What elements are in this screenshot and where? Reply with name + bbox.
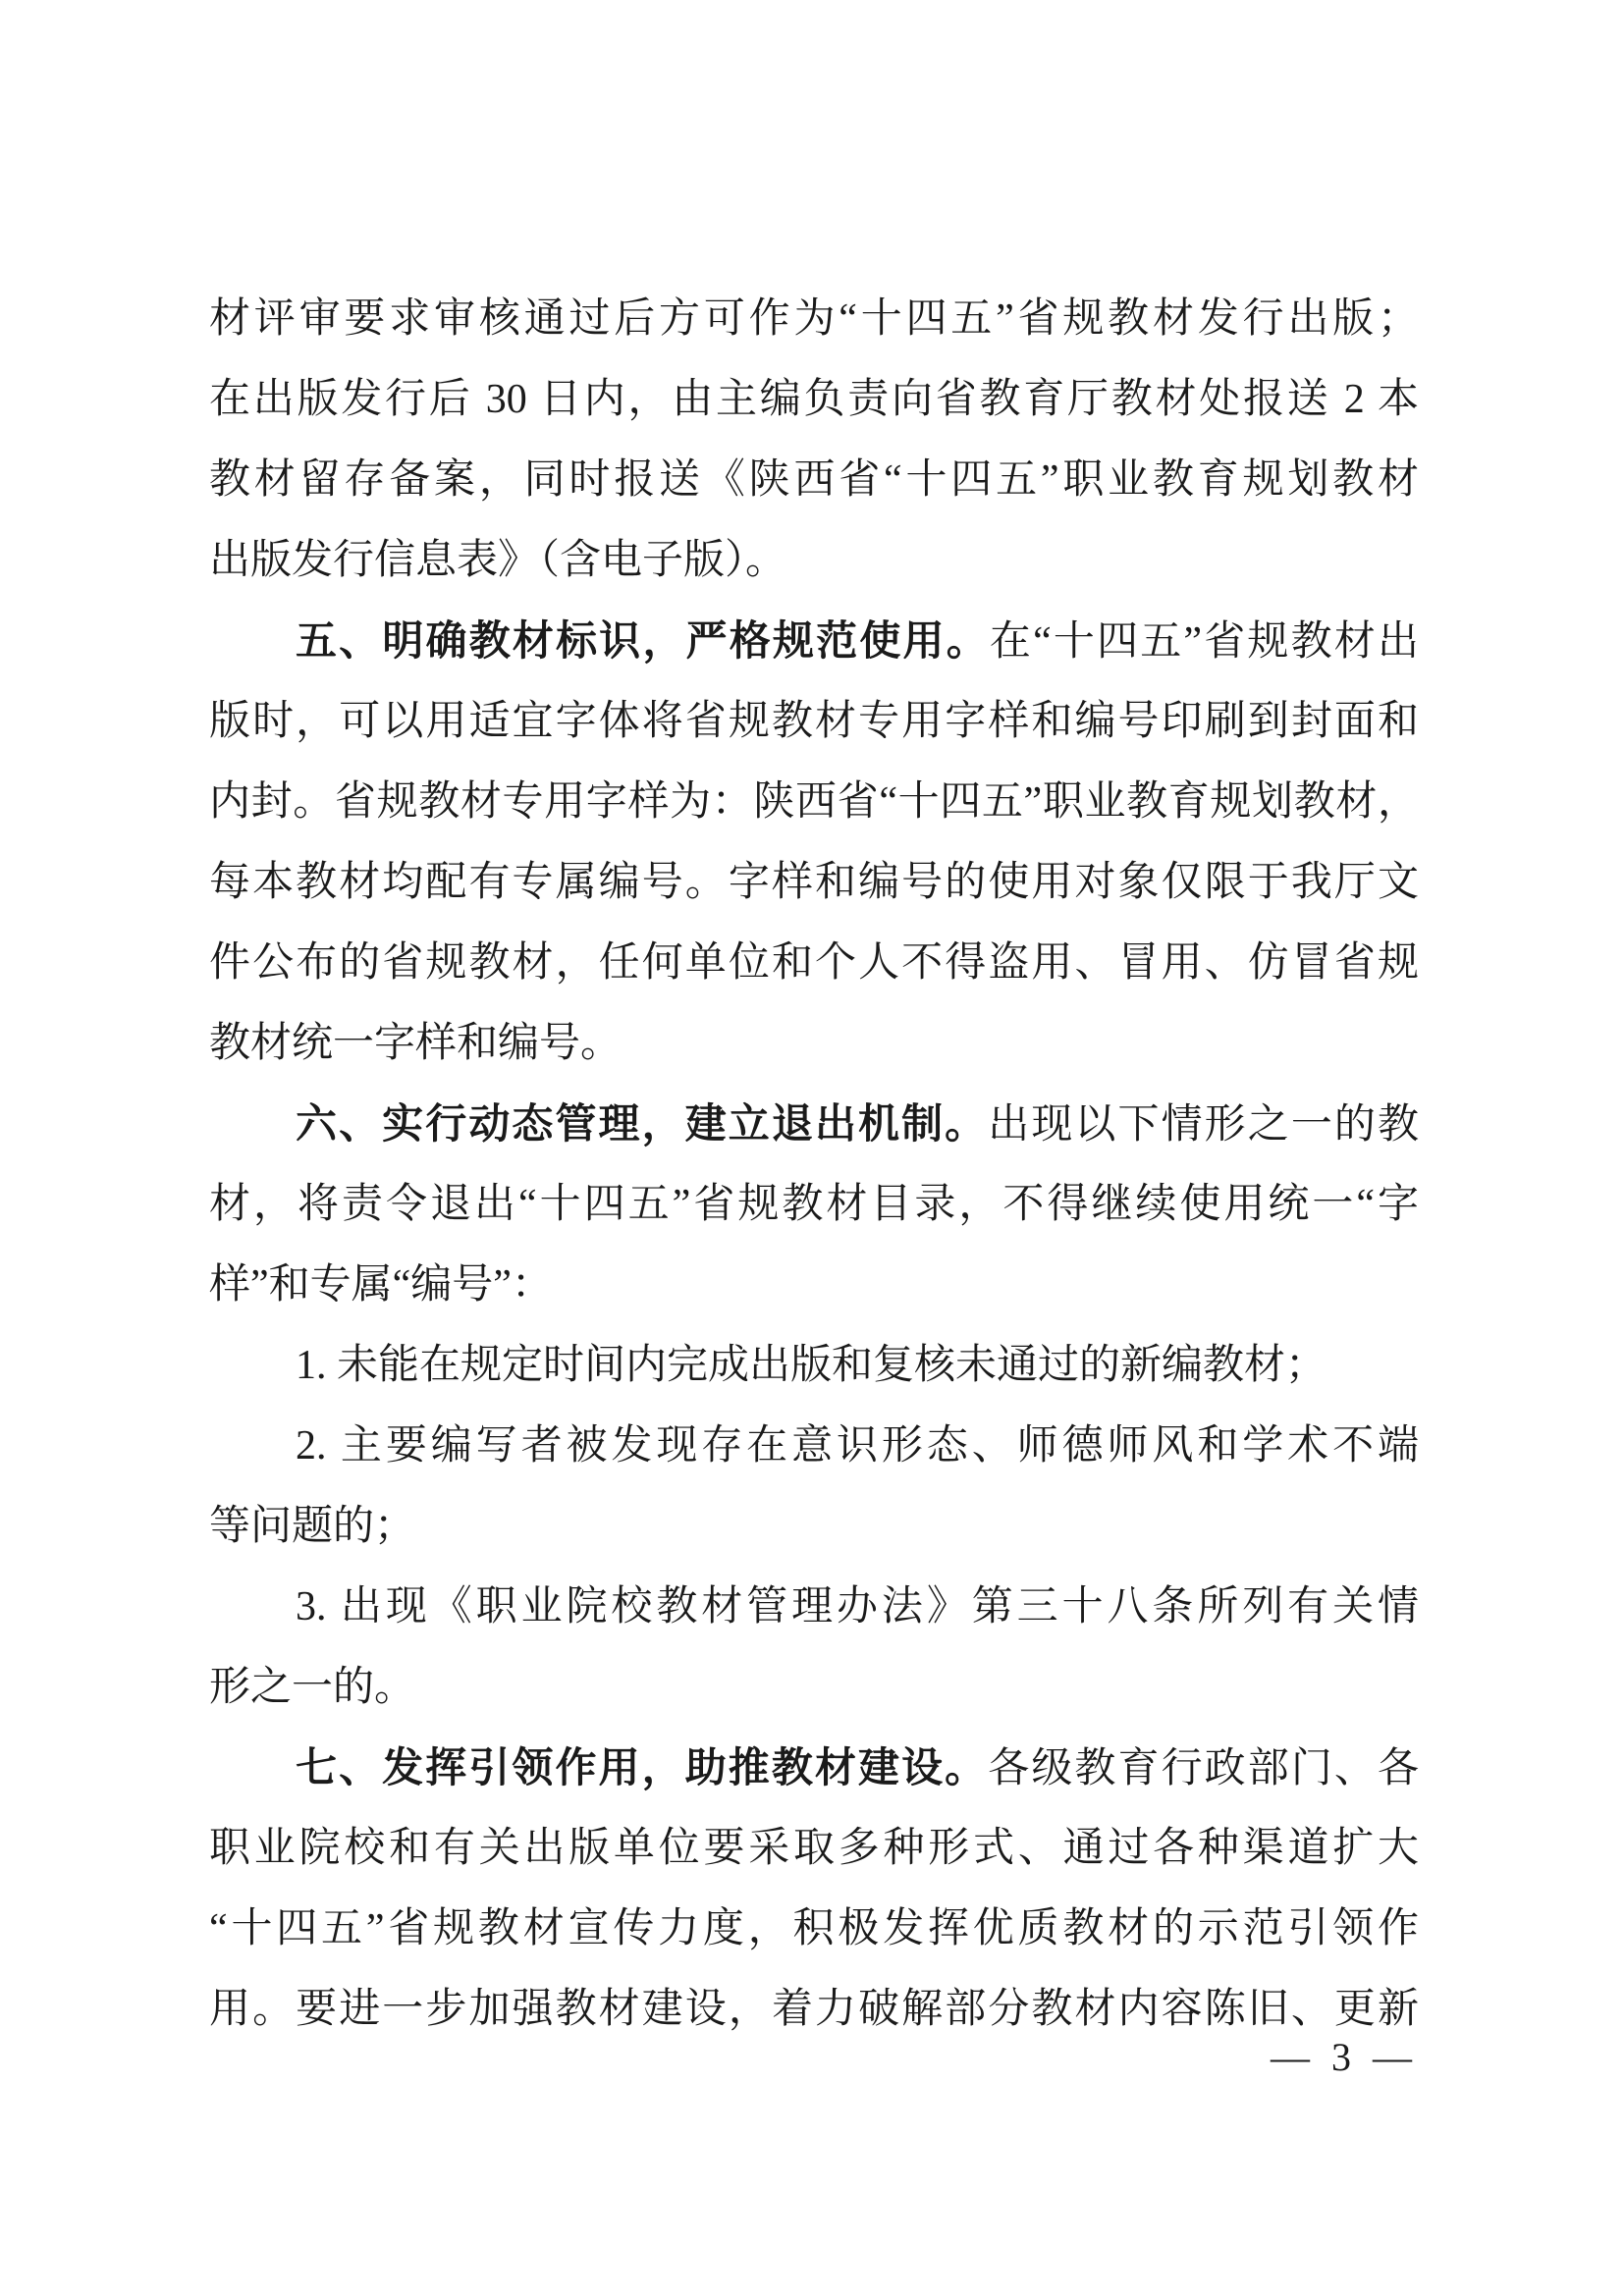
- text-body: [209, 279, 1419, 2050]
- text-line: [209, 1889, 1419, 1969]
- text-run: 等问题的；: [209, 1504, 416, 1549]
- page-number: — 3 —: [1271, 2035, 1418, 2079]
- text-run: 材评审要求审核通过后方可作为“十四五”省规教材发行出版；: [209, 296, 1419, 342]
- text-line: [209, 681, 1419, 762]
- text-line: [209, 440, 1419, 520]
- text-run: “十四五”省规教材宣传力度，积极发挥优质教材的示范引领作: [209, 1906, 1419, 1951]
- text-line: [209, 1164, 1419, 1245]
- text-line: [209, 1486, 1419, 1567]
- text-run: 材，将责令退出“十四五”省规教材目录，不得继续使用统一“字: [209, 1182, 1419, 1227]
- text-line: [209, 1325, 1419, 1406]
- text-run: 2. 主要编写者被发现存在意识形态、师德师风和学术不端: [296, 1423, 1419, 1468]
- text-line: [209, 1969, 1419, 2050]
- text-run: 3. 出现《职业院校教材管理办法》第三十八条所列有关情: [296, 1584, 1419, 1629]
- text-line: [209, 762, 1419, 842]
- text-run: 职业院校和有关出版单位要采取多种形式、通过各种渠道扩大: [209, 1826, 1419, 1871]
- text-line: [209, 359, 1419, 440]
- text-line: [209, 520, 1419, 601]
- text-run: 教材统一字样和编号。: [209, 1021, 623, 1066]
- text-line: [209, 1647, 1419, 1728]
- text-line: [209, 842, 1419, 923]
- text-run: 出现以下情形之一的教: [988, 1102, 1419, 1148]
- text-line: [209, 1245, 1419, 1325]
- heading-run: 七、发挥引领作用，助推教材建设。: [296, 1744, 989, 1790]
- text-line: [209, 1808, 1419, 1889]
- text-run: 用。要进一步加强教材建设，着力破解部分教材内容陈旧、更新: [209, 1987, 1419, 2032]
- text-run: 内封。省规教材专用字样为：陕西省“十四五”职业教育规划教材，: [209, 779, 1419, 825]
- text-line: [209, 1003, 1419, 1084]
- text-run: 样”和专属“编号”：: [209, 1262, 553, 1308]
- text-line: [209, 923, 1419, 1003]
- text-run: 出版发行信息表》（含电子版）。: [209, 538, 787, 583]
- text-run: 各级教育行政部门、各: [988, 1746, 1419, 1791]
- text-line: [209, 1084, 1419, 1164]
- text-run: 件公布的省规教材，任何单位和个人不得盗用、冒用、仿冒省规: [209, 940, 1419, 986]
- heading-run: 五、明确教材标识，严格规范使用。: [296, 617, 990, 664]
- text-line: [209, 279, 1419, 359]
- heading-run: 六、实行动态管理，建立退出机制。: [296, 1100, 989, 1147]
- text-run: 每本教材均配有专属编号。字样和编号的使用对象仅限于我厅文: [209, 860, 1419, 905]
- text-line: [209, 1567, 1419, 1647]
- text-run: 1. 未能在规定时间内完成出版和复核未通过的新编教材；: [296, 1343, 1327, 1388]
- text-run: 版时，可以用适宜字体将省规教材专用字样和编号印刷到封面和: [209, 699, 1419, 744]
- text-run: 在“十四五”省规教材出: [989, 619, 1419, 665]
- text-run: 教材留存备案，同时报送《陕西省“十四五”职业教育规划教材: [209, 457, 1419, 503]
- text-line: [209, 1406, 1419, 1486]
- text-run: 在出版发行后 30 日内，由主编负责向省教育厅教材处报送 2 本: [209, 377, 1419, 422]
- text-line: [209, 1728, 1419, 1808]
- text-run: 形之一的。: [209, 1665, 416, 1710]
- text-line: [209, 601, 1419, 681]
